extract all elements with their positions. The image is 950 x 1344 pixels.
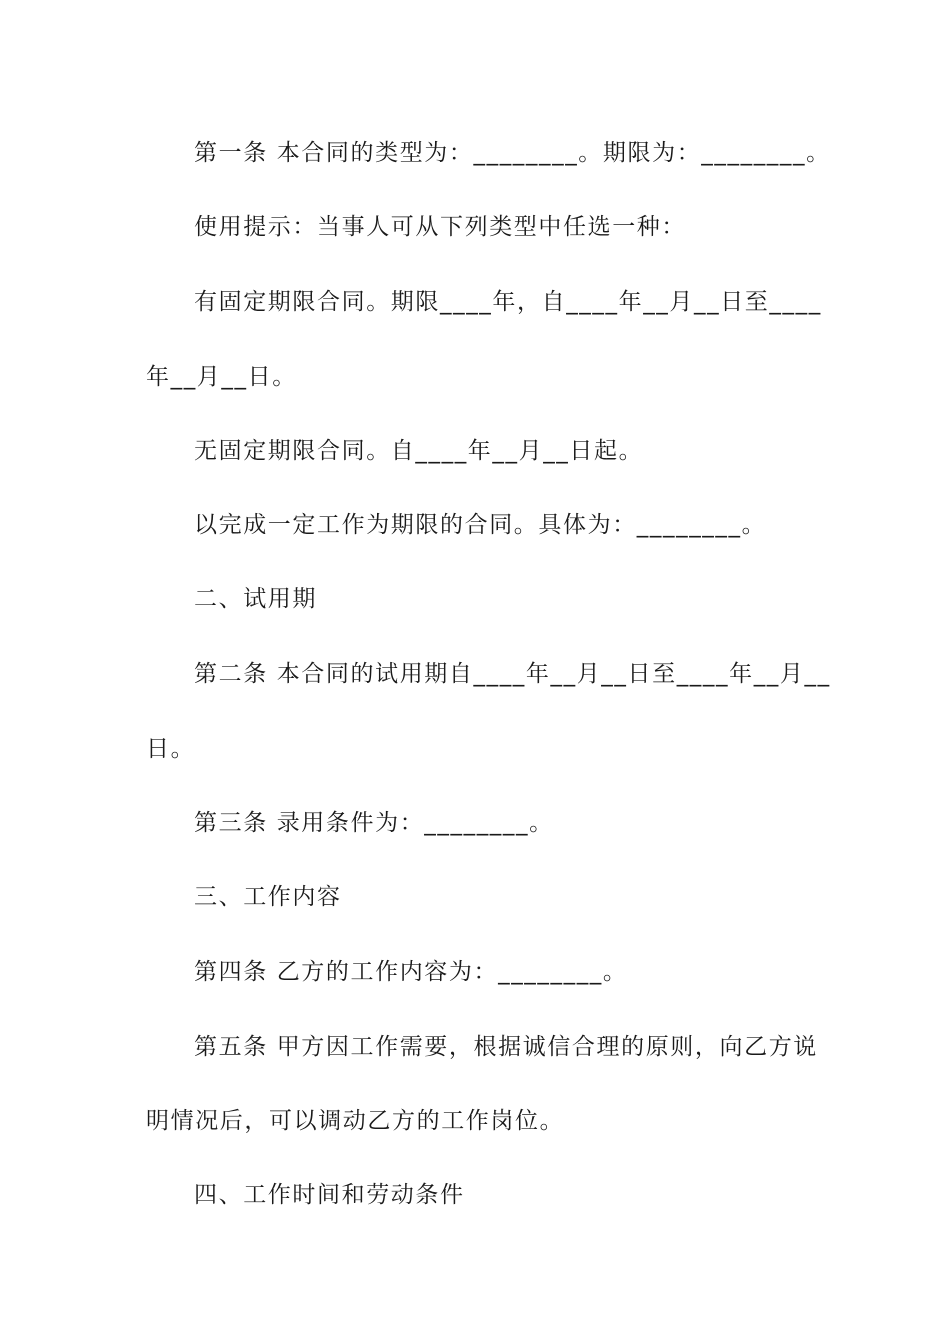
section-4-heading: 四、工作时间和劳动条件 <box>194 1182 465 1208</box>
clause-2-probation-cont: 日。 <box>146 736 196 762</box>
task-based-option: 以完成一定工作为期限的合同。具体为：________。 <box>194 512 767 538</box>
fixed-term-option-cont: 年__月__日。 <box>146 364 297 390</box>
section-3-heading: 三、工作内容 <box>194 884 342 910</box>
fixed-term-option: 有固定期限合同。期限____年，自____年__月__日至____ <box>194 289 822 315</box>
clause-5-job-transfer: 第五条 甲方因工作需要，根据诚信合理的原则，向乙方说 <box>194 1034 818 1060</box>
clause-5-job-transfer-cont: 明情况后，可以调动乙方的工作岗位。 <box>146 1108 565 1134</box>
section-2-heading: 二、试用期 <box>194 586 317 612</box>
usage-tip: 使用提示：当事人可从下列类型中任选一种： <box>194 214 686 240</box>
clause-1-contract-type: 第一条 本合同的类型为：________。期限为：________。 <box>194 140 831 166</box>
open-term-option: 无固定期限合同。自____年__月__日起。 <box>194 438 644 464</box>
clause-2-probation: 第二条 本合同的试用期自____年__月__日至____年__月__ <box>194 661 831 687</box>
clause-4-job-content: 第四条 乙方的工作内容为：________。 <box>194 959 628 985</box>
clause-3-hiring-conditions: 第三条 录用条件为：________。 <box>194 810 554 836</box>
